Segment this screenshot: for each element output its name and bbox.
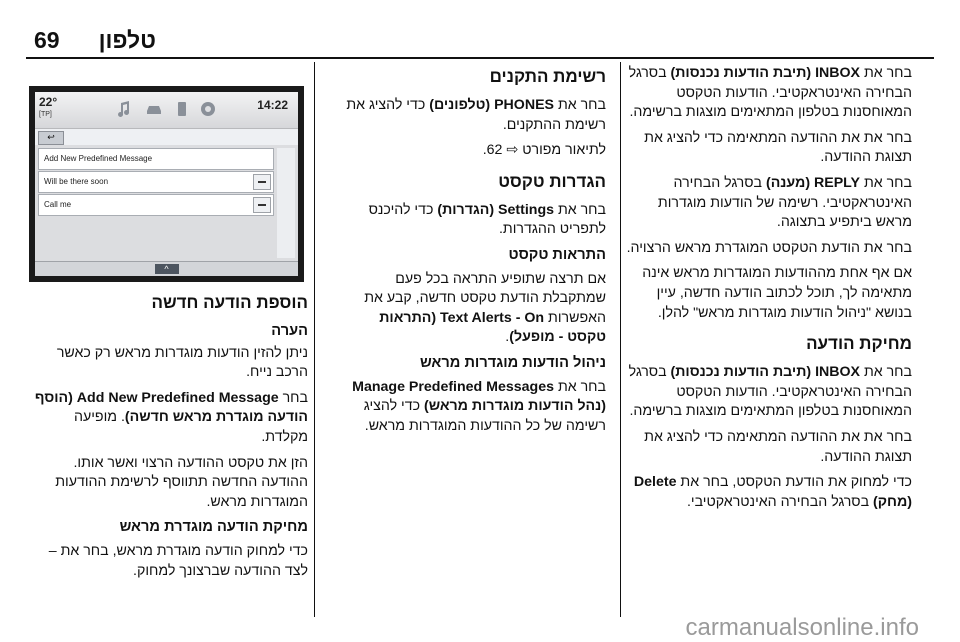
paragraph: בחר את INBOX (תיבת הודעות נכנסות) בסרגל הבחירה האינטראקטיבי. הודעות הטקסט המאוחסנות בטלפון המתאימים מוצגות ברשימה. [628, 364, 912, 420]
paragraph: לתיאור מפורט ⇨ 62. [482, 142, 606, 159]
phone-icon[interactable] [173, 100, 191, 118]
chapter-title: טלפון [98, 27, 156, 53]
clock: 14:22 [257, 98, 288, 112]
list-item-label: Add New Predefined Message [44, 154, 153, 163]
paragraph: אם אף אחת מההודעות המוגדרות מראש אינה מתאימה לך, תוכל לכתוב הודעה חדשה, עיין בנושא "ניהול הודעות מוגדרות מראש" להלן. [642, 265, 912, 321]
bottom-bar [35, 261, 298, 276]
column-right [618, 64, 912, 518]
watermark: carmanualsonline.info [685, 614, 919, 641]
paragraph: בחר את INBOX (תיבת הודעות נכנסות) בסרגל הבחירה האינטראקטיבי. הודעות הטקסט המאוחסנות בטלפון המתאימים מוצגות ברשימה. [628, 65, 912, 121]
status-bar [35, 92, 298, 129]
section-heading: מחיקת הודעה [806, 334, 912, 354]
column-divider-left [314, 62, 315, 617]
screen [35, 92, 298, 276]
paragraph: כדי למחוק את הודעת הטקסט, בחר את Delete (מחק) בסרגל הבחירה האינטראקטיבי. [633, 474, 912, 510]
paragraph: בחר את הודעת הטקסט המוגדרת מראש הרצויה. [626, 239, 912, 256]
list-item-label: Will be there soon [44, 177, 109, 186]
back-bar [35, 129, 298, 145]
sub-heading: התראות טקסט [508, 246, 606, 263]
back-button[interactable]: ↩ [38, 131, 64, 145]
section-heading: הוספת הודעה חדשה [151, 293, 308, 312]
list-item[interactable] [38, 148, 274, 170]
paragraph: בחר את Manage Predefined Messages (נהל הודעות מוגדרות מראש) כדי להציג רשימה של כל ההודעות המוגדרות מראש. [352, 378, 606, 434]
delete-message-button[interactable] [253, 197, 271, 213]
section-heading: הגדרות טקסט [498, 171, 606, 191]
section-heading: רשימת התקנים [489, 67, 606, 86]
settings-icon[interactable] [199, 100, 217, 118]
list-item[interactable] [38, 171, 274, 193]
page-number: 69 [34, 27, 60, 53]
paragraph: כדי למחוק הודעה מוגדרת מראש, בחר את – לצד ההודעה שברצונך למחוק. [48, 542, 308, 579]
list-item-label: Call me [44, 200, 72, 209]
sub-heading: ניהול הודעות מוגדרות מראש [419, 354, 606, 371]
list-item[interactable] [38, 194, 274, 216]
paragraph: בחר את PHONES (טלפונים) כדי להציג את רשימת ההתקנים. [346, 97, 606, 133]
column-middle [344, 64, 606, 442]
scrollbar[interactable] [277, 148, 295, 258]
paragraph: בחר את את ההודעה המתאימה כדי להציג את תצוגת ההודעה. [644, 428, 912, 465]
page-header [0, 0, 960, 62]
sub-heading: מחיקת הודעה מוגדרת מראש [119, 519, 308, 536]
paragraph: אם תרצה שתופיע התראה בכל פעם שמתקבלת הודעת טקסט חדשה, קבע את האפשרות Text Alerts - On (התראות טקסט - מופעל). [364, 270, 606, 346]
paragraph: בחר את Settings (הגדרות) כדי להיכנס לתפריט ההגדרות. [368, 201, 606, 238]
paragraph: בחר Add New Predefined Message (הוסף הודעה מוגדרת מראש חדשה). מופיעה מקלדת. [34, 389, 308, 445]
arrow-ref-icon: ⇨ [506, 142, 519, 159]
car-icon[interactable] [145, 100, 163, 118]
note-text: ניתן להזין הודעות מוגדרות מראש רק כאשר הרכב נייח. [56, 344, 308, 381]
delete-message-button[interactable] [253, 174, 271, 190]
paragraph: בחר את REPLY (מענה) בסרגל הבחירה האינטראקטיבי. רשימה של הודעות מוגדרות מראש ביתפיע בתצוגה. [657, 174, 912, 231]
music-icon[interactable] [115, 100, 133, 118]
column-left [32, 292, 308, 587]
tp-indicator: [TP] [39, 111, 52, 118]
chevron-up-icon[interactable]: ^ [155, 264, 179, 274]
infotainment-screenshot [29, 86, 304, 282]
paragraph: הזן את טקסט ההודעה הרצוי ואשר אותו. ההודעה החדשה תתווסף לרשימת ההודעות המוגדרות מראש. [55, 454, 308, 510]
temperature: 22° [39, 95, 58, 109]
header-rule [26, 57, 934, 59]
paragraph: בחר את את ההודעה המתאימה כדי להציג את תצוגת ההודעה. [644, 129, 912, 166]
note-label: הערה [271, 323, 308, 339]
